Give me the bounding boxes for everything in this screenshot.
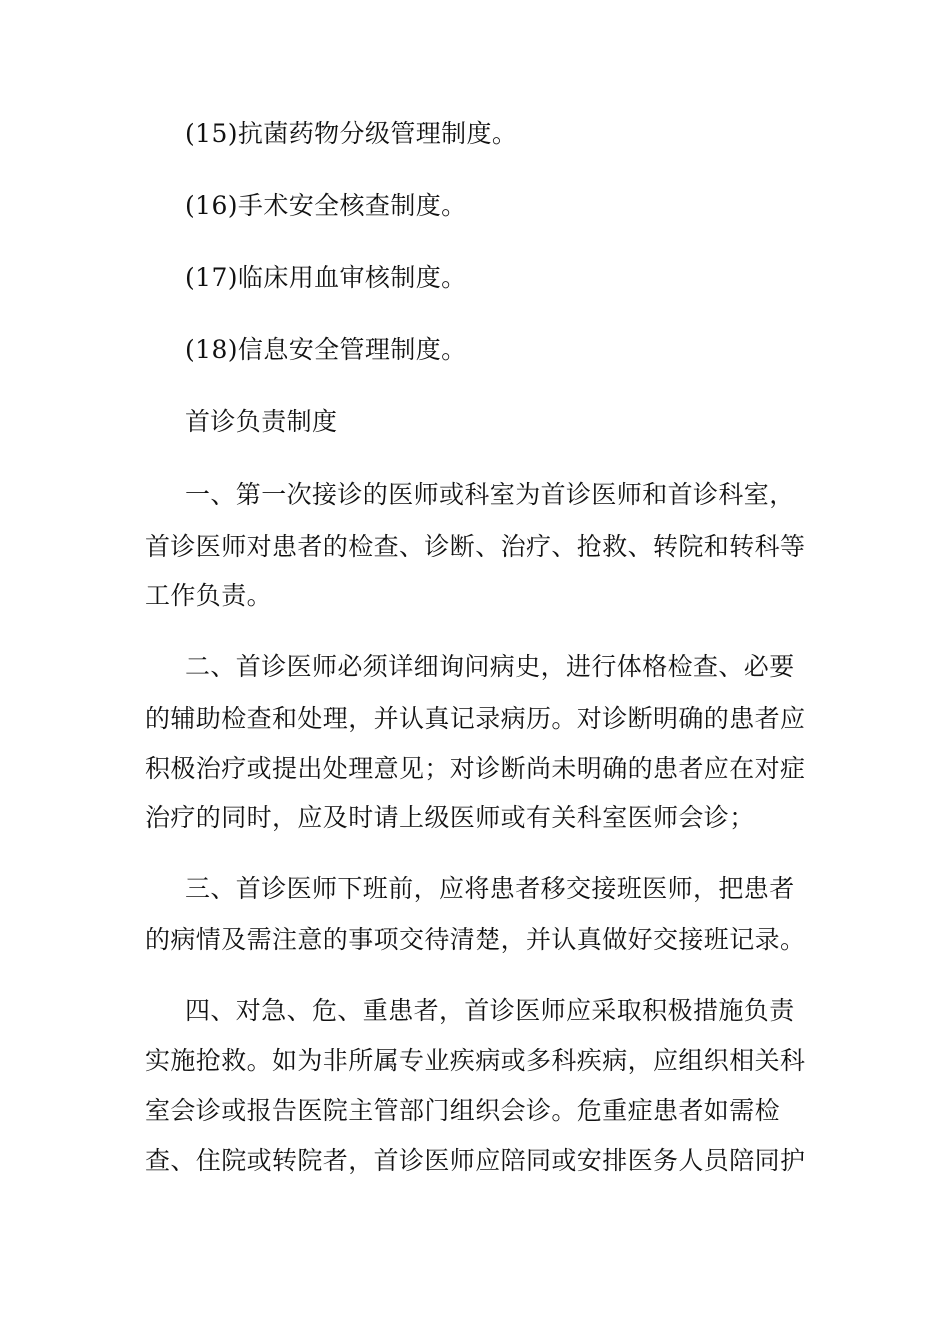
paragraph-line: 二、首诊医师必须详细询问病史，进行体格检查、必要 xyxy=(185,652,795,681)
list-item: (18)信息安全管理制度。 xyxy=(185,335,467,364)
section-title: 首诊负责制度 xyxy=(185,407,338,436)
paragraph-line: 积极治疗或提出处理意见；对诊断尚未明确的患者应在对症 xyxy=(145,754,806,783)
paragraph-line: 三、首诊医师下班前，应将患者移交接班医师，把患者 xyxy=(185,874,795,903)
paragraph-line: 四、对急、危、重患者，首诊医师应采取积极措施负责 xyxy=(185,996,795,1025)
paragraph-line: 室会诊或报告医院主管部门组织会诊。危重症患者如需检 xyxy=(145,1096,781,1125)
paragraph-line: 实施抢救。如为非所属专业疾病或多科疾病，应组织相关科 xyxy=(145,1046,806,1075)
list-item: (17)临床用血审核制度。 xyxy=(185,263,467,292)
list-item: (16)手术安全核查制度。 xyxy=(185,191,467,220)
paragraph-line: 一、第一次接诊的医师或科室为首诊医师和首诊科室， xyxy=(185,480,795,509)
paragraph-line: 的病情及需注意的事项交待清楚，并认真做好交接班记录。 xyxy=(145,925,806,954)
paragraph-line: 工作负责。 xyxy=(145,581,273,610)
paragraph-line: 首诊医师对患者的检查、诊断、治疗、抢救、转院和转科等 xyxy=(145,532,806,561)
paragraph-line: 治疗的同时，应及时请上级医师或有关科室医师会诊； xyxy=(145,803,755,832)
paragraph-line: 查、住院或转院者，首诊医师应陪同或安排医务人员陪同护 xyxy=(145,1146,806,1175)
paragraph-line: 的辅助检查和处理，并认真记录病历。对诊断明确的患者应 xyxy=(145,704,806,733)
list-item: (15)抗菌药物分级管理制度。 xyxy=(185,119,518,148)
